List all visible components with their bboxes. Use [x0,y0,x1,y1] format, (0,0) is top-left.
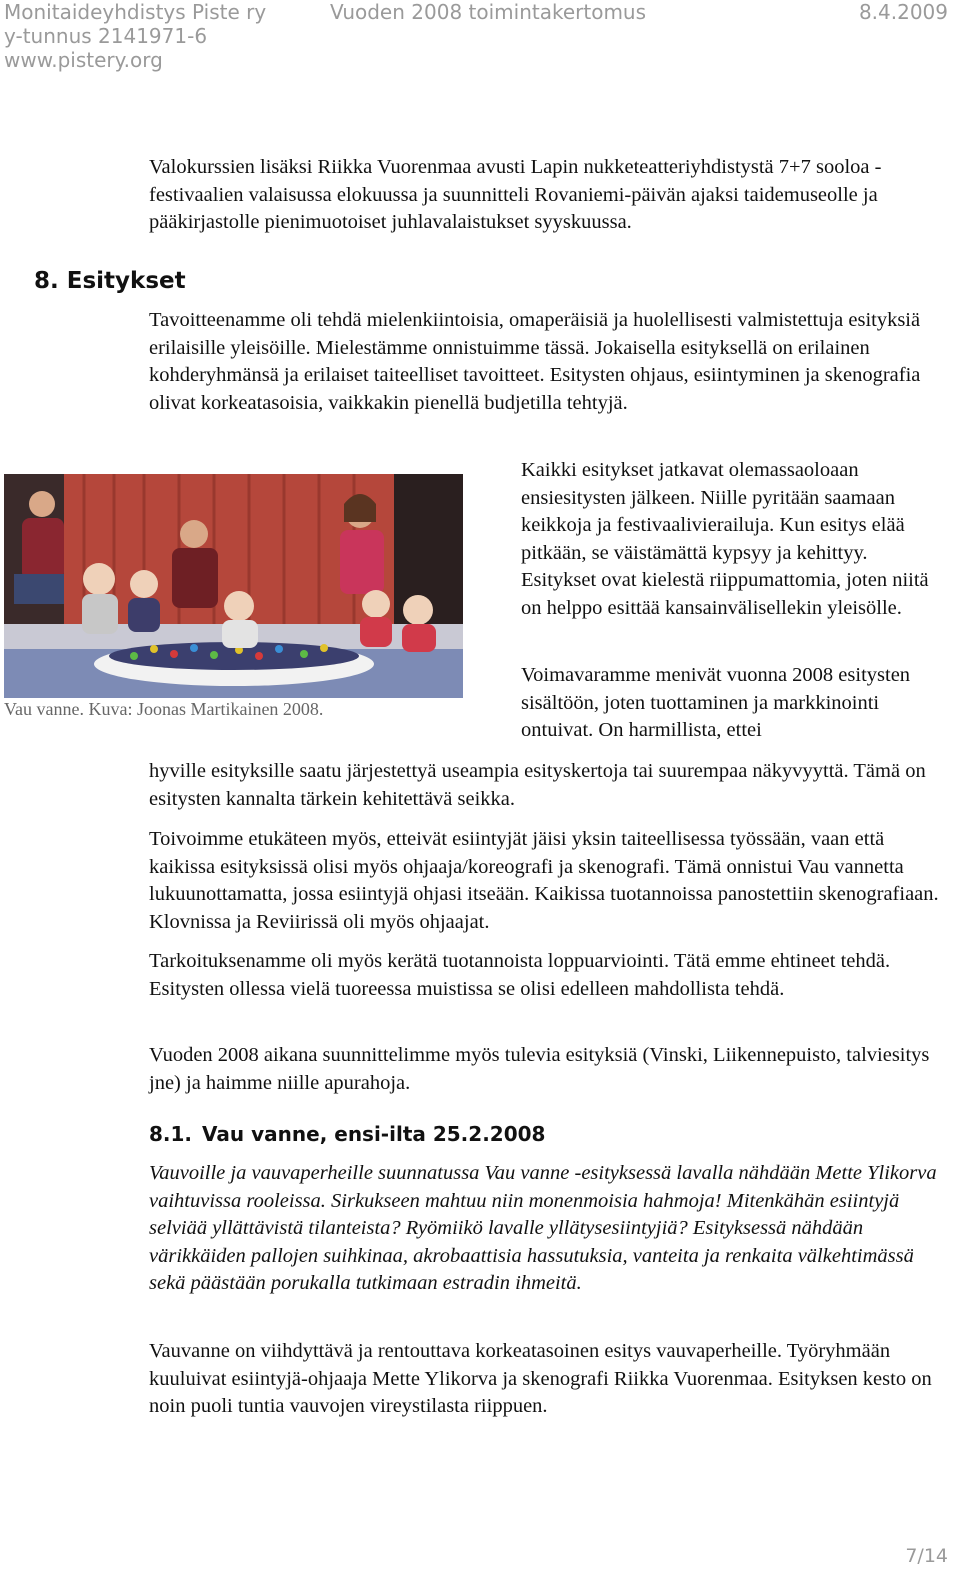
section-title: Esitykset [66,268,186,294]
header-website[interactable]: www.pistery.org [4,48,163,72]
paragraph-5: Tarkoituksenamme oli myös kerätä tuotannoista loppuarviointi. Tätä emme ehtineet tehdä. Esitysten ollessa vielä tuoreessa muistissa se olisi edelleen mahdollista tehdä. [149,950,891,1000]
right-paragraph-1: Kaikki esitykset jatkavat olemassaoloaan ensiesitysten jälkeen. Niille pyritään saamaan keikkoja ja festivaalivierailuja. Kun esitys elää pitkään, se väistämättä kypsyy ja kehittyy. Esitykset ovat kielestä riippumattomia, joten niitä on helppo esittää kansainvälisellekin yleisölle. [521,459,929,619]
paragraph-8: Vauvanne on viihdyttävä ja rentouttava korkeatasoinen esitys vauvaperheille. Työryhmään kuuluivat esiintyjä-ohjaaja Mette Ylikorva ja skenografi Riikka Vuorenmaa. Esityksen kesto on noin puoli tuntia vauvojen vireystilasta riippuen. [149,1340,932,1417]
italic-description: Vauvoille ja vauvaperheille suunnatussa Vau vanne -esityksessä lavalla nähdään Mette Ylikorva vaihtuvissa rooleissa. Sirkukseen mahtuu niin monenmoisia hahmoja! Mitenkähän esiintyjä selviää yllättävistä tilanteista? Ryömiikö lavalle yllätysesiintyjiä? Esityksessä nähdään värikkäiden pallojen suihkinaa, akrobaattisia hassutuksia, vanteita ja renkaita välkehtimässä sekä päästään porukalla tutkimaan estradin ihmeitä. [149,1162,937,1294]
subsection-title: Vau vanne, ensi-ilta 25.2.2008 [202,1122,546,1146]
continued-paragraph: hyville esityksille saatu järjestettyä useampia esityskertoja tai suurempaa näkyvyyttä. Tämä on esitysten kannalta tärkein kehitettävä seikka. [149,760,926,810]
section-paragraph: Tavoitteenamme oli tehdä mielenkiintoisia, omaperäisiä ja huolellisesti valmistettuja esityksiä erilaisille yleisöille. Mielestämme onnistuimme tässä. Jokaisella esityksellä on erilainen kohderyhmänsä ja erilaiset taiteelliset tavoitteet. Esitysten ohjaus, esiintyminen ja skenografia olivat korkeatasoisia, vaikkakin pienellä budjetilla tehtyjä. [149,309,921,414]
performance-photo [4,474,463,698]
subsection-heading [149,1122,545,1146]
paragraph-6: Vuoden 2008 aikana suunnittelimme myös tulevia esityksiä (Vinski, Liikennepuisto, talviesitys jne) ja haimme niille apurahoja. [149,1044,930,1094]
photo-caption: Vau vanne. Kuva: Joonas Martikainen 2008. [4,699,324,719]
header-date: 8.4.2009 [858,0,948,24]
photo-illustration [4,474,463,698]
header-org: Monitaideyhdistys Piste ry [4,0,267,24]
right-paragraph-2: Voimavaramme menivät vuonna 2008 esitysten sisältöön, joten tuottaminen ja markkinointi ontuivat. On harmillista, ettei [521,664,911,741]
header-document-title: Vuoden 2008 toimintakertomus [330,0,647,24]
intro-paragraph: Valokurssien lisäksi Riikka Vuorenmaa avusti Lapin nukketeatteriyhdistystä 7+7 sooloa -festivaalien valaisussa elokuussa ja suunnitteli Rovaniemi-päivän ajaksi taidemuseolle ja pääkirjastolle pienimuotoiset juhlavalaistukset syyskuussa. [149,156,882,233]
section-heading [34,268,186,294]
header-business-id: y-tunnus 2141971-6 [4,24,208,48]
paragraph-4: Toivoimme etukäteen myös, etteivät esiintyjät jäisi yksin taiteellisessa työssään, vaan että kaikissa esityksissä olisi myös ohjaaja/koreografi ja skenografi. Tämä onnistui Vau vannetta lukuunottamatta, jossa esiintyjä ohjasi itseään. Kaikissa tuotannoissa panostettiin skenografiaan. Klovnissa ja Reviirissä oli myös ohjaajat. [149,828,939,933]
page-number: 7/14 [905,1545,948,1567]
section-number: 8. [34,268,59,294]
subsection-number: 8.1. [149,1122,193,1146]
